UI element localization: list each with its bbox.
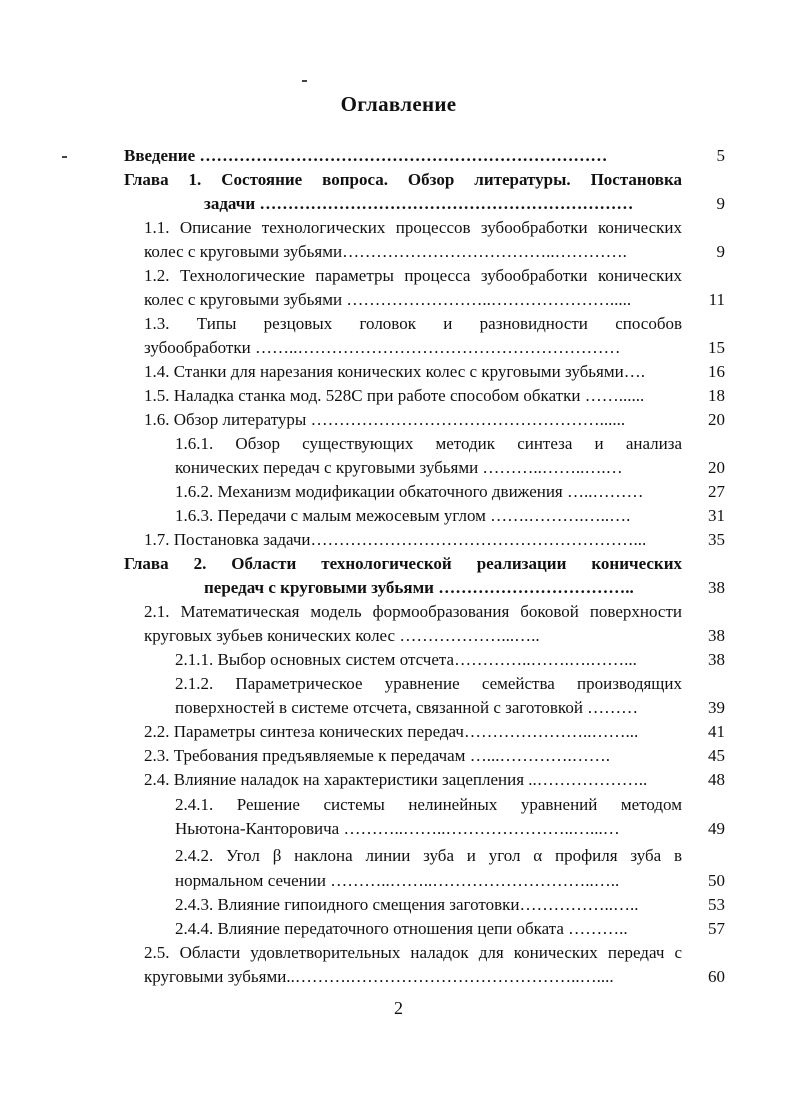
scan-speck	[62, 156, 67, 158]
toc-line: круговых зубьев конических колес ………………...…..	[144, 626, 540, 645]
toc-line: 2.1.1. Выбор основных систем отсчета…………..…….….……...	[175, 650, 637, 669]
toc-line: Глава 1. Состояние вопроса. Обзор литературы. Постановка	[124, 170, 682, 189]
toc-page-number: 11	[708, 290, 725, 309]
toc-line: 2.5. Области удовлетворительных наладок для конических передач с	[144, 943, 682, 962]
toc-line: 1.6.2. Механизм модификации обкаточного движения …..………	[175, 482, 644, 501]
toc-line: 2.4.3. Влияние гипоидного смещения заготовки……………..…..	[175, 895, 639, 914]
toc-page-number: 50	[708, 871, 725, 890]
toc-page-number: 38	[708, 626, 725, 645]
toc-page-number: 20	[708, 458, 725, 477]
toc-line: 2.4.4. Влияние передаточного отношения цепи обката ………..	[175, 919, 628, 938]
toc-line: 2.1. Математическая модель формообразования боковой поверхности	[144, 602, 682, 621]
toc-line: поверхностей в системе отсчета, связанной с заготовкой ………	[175, 698, 639, 717]
toc-page-number: 27	[708, 482, 725, 501]
toc-line: задачи …………………………………………………………	[204, 194, 634, 213]
toc-line: передач с круговыми зубьями ……………………………..	[204, 578, 634, 597]
toc-page-number: 48	[708, 770, 725, 789]
toc-line: 1.4. Станки для нарезания конических колес с круговыми зубьями….	[144, 362, 645, 381]
page-number: 2	[394, 998, 403, 1018]
toc-line: 2.2. Параметры синтеза конических передач…………………..……...	[144, 722, 639, 741]
toc-page-number: 60	[708, 967, 725, 986]
toc-page-number: 18	[708, 386, 725, 405]
toc-page-number: 5	[716, 146, 725, 165]
toc-page-number: 15	[708, 338, 725, 357]
page-title: Оглавление	[340, 92, 457, 116]
toc-line: нормальном сечении ………..……..………………………..…..	[175, 871, 620, 890]
scan-speck	[302, 80, 307, 82]
toc-page-number: 16	[708, 362, 725, 381]
toc-line: 1.2. Технологические параметры процесса зубообработки конических	[144, 266, 682, 285]
toc-page-number: 39	[708, 698, 725, 717]
toc-line: колес с круговыми зубьями………………………………..………….	[144, 242, 627, 261]
toc-line: 1.6. Обзор литературы ……………………………………………......	[144, 410, 626, 429]
toc-line: 1.6.1. Обзор существующих методик синтеза и анализа	[175, 434, 682, 453]
toc-line: 2.4.2. Угол β наклона линии зуба и угол α профиля зуба в	[175, 846, 682, 865]
toc-page-number: 53	[708, 895, 725, 914]
toc-line: круговыми зубьями..……….…………………………………..…....	[144, 967, 614, 986]
toc-page-number: 9	[716, 194, 725, 213]
toc-line: зубообработки ……..…………………………………………………	[144, 338, 621, 357]
toc-line: 1.6.3. Передачи с малым межосевым углом …….……….…..….	[175, 506, 631, 525]
toc-line: колес с круговыми зубьями ……………………..………………….....	[144, 290, 632, 309]
toc-page-number: 20	[708, 410, 725, 429]
toc-line: Введение ………………………………………………………………	[124, 146, 608, 165]
toc-page-number: 49	[708, 819, 725, 838]
toc-page-number: 38	[708, 650, 725, 669]
toc-line: 1.5. Наладка станка мод. 528С при работе способом обкатки ……......	[144, 386, 645, 405]
toc-page-number: 31	[708, 506, 725, 525]
toc-page-number: 9	[716, 242, 725, 261]
toc-page-number: 41	[708, 722, 725, 741]
toc-line: 2.4.1. Решение системы нелинейных уравнений методом	[175, 795, 682, 814]
toc-page-number: 35	[708, 530, 725, 549]
toc-line: Глава 2. Области технологической реализации конических	[124, 554, 682, 573]
toc-page-number: 45	[708, 746, 725, 765]
toc-line: 1.3. Типы резцовых головок и разновидности способов	[144, 314, 682, 333]
toc-line: 1.7. Постановка задачи…………………………………………………...	[144, 530, 647, 549]
toc-page-number: 38	[708, 578, 725, 597]
toc-line: 2.1.2. Параметрическое уравнение семейства производящих	[175, 674, 682, 693]
toc-line: 2.3. Требования предъявляемые к передачам …...………….…….	[144, 746, 610, 765]
toc-line: конических передач с круговыми зубьями ………..……..….…	[175, 458, 623, 477]
toc-line: 1.1. Описание технологических процессов зубообработки конических	[144, 218, 682, 237]
toc-page-number: 57	[708, 919, 725, 938]
toc-line: 2.4. Влияние наладок на характеристики зацепления ..………………..	[144, 770, 648, 789]
toc-line: Ньютона-Канторовича ………..……..…………………..…...…	[175, 819, 620, 838]
